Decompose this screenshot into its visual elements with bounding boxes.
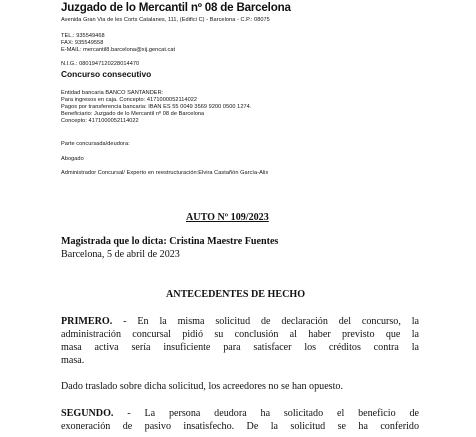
bank-line: Para ingresos en caja. Concepto: 4171000052114022 [61, 97, 198, 103]
judge-name: Magistrada que lo dicta: Cristina Maestre Fuentes [61, 236, 279, 247]
administrator-label: Administrador Concursal/ Experto en reestructuración:Elvira Castañón García-Alix [61, 170, 269, 176]
court-fax: FAX: 935549558 [61, 40, 104, 46]
procedure-type: Concurso consecutivo [61, 69, 152, 79]
place-date: Barcelona, 5 de abril de 2023 [61, 249, 180, 260]
bank-line: Entidad bancaria BANCO SANTANDER: [61, 90, 164, 96]
paragraph-line: masa activa sería insuficiente para satisfacer los créditos contra la [61, 342, 419, 353]
court-address: Avenida Gran Via de les Corts Catalanes, 111, (Edifici C) - Barcelona - C.P.: 08075 [61, 17, 270, 23]
court-tel: TEL.: 935549468 [61, 33, 105, 39]
section-heading: ANTECEDENTES DE HECHO [166, 289, 306, 300]
nig-number: N.I.G.: 0801947120228014470 [61, 61, 140, 67]
paragraph-lead: SEGUNDO. [61, 408, 114, 419]
paragraph-line: administración concursal pidió su conclusión al haber previsto que la [61, 329, 419, 340]
paragraph-lead: PRIMERO. [61, 316, 113, 327]
bank-line: Pagos por transferencia bancaria: IBAN ES 55 0049 3569 9200 0500 1274. [61, 104, 252, 110]
paragraph-line: masa. [61, 355, 85, 366]
lawyer-label: Abogado [61, 156, 84, 162]
bank-line: Beneficiario: Juzgado de lo Mercantil nº 08 de Barcelona [61, 111, 205, 117]
paragraph-line: PRIMERO. - En la misma solicitud de declaración del concurso, la [61, 316, 419, 327]
document-title: AUTO Nº 109/2023 [186, 212, 269, 223]
paragraph-line: Dado traslado sobre dicha solicitud, los acreedores no se han opuesto. [61, 381, 343, 392]
paragraph-line: exoneración de pasivo insatisfecho. De la solicitud se ha conferido [61, 421, 419, 432]
paragraph-line: SEGUNDO. - La persona deudora ha solicitado el beneficio de [61, 408, 419, 419]
court-email: E-MAIL: mercantil8.barcelona@xij.gencat.cat [61, 47, 176, 53]
court-name: Juzgado de lo Mercantil nº 08 de Barcelona [61, 1, 291, 14]
party-label: Parte concursada/deudora: [61, 141, 130, 147]
bank-line: Concepto: 4171000052114022 [61, 118, 139, 124]
